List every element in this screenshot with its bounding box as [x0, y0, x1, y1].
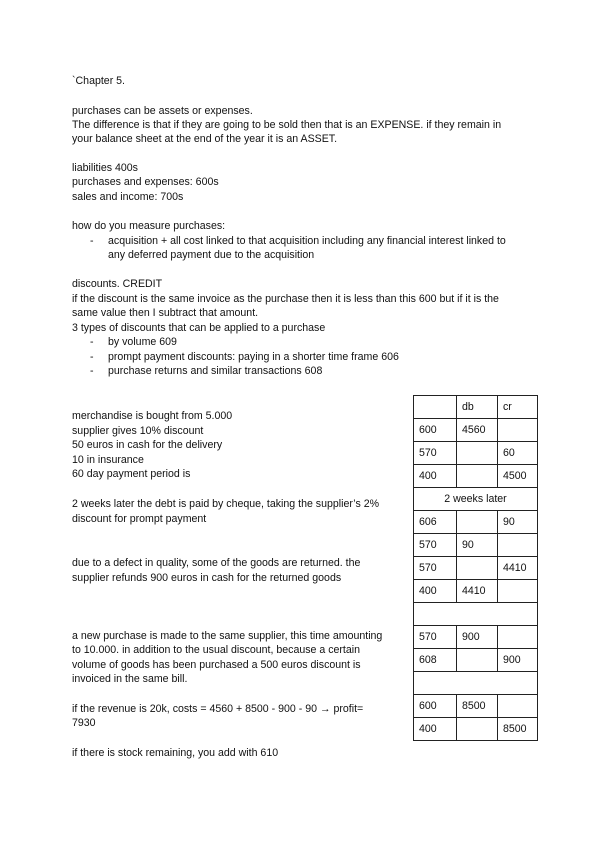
- example-text: discount for prompt payment: [72, 513, 207, 525]
- example-text: to 10.000. in addition to the usual discount, because a certain: [72, 644, 360, 656]
- account-range: liabilities 400s: [72, 162, 138, 174]
- table-row: [414, 488, 538, 511]
- table-cell: 600: [414, 695, 457, 718]
- table-cell: 4500: [498, 465, 538, 488]
- example-text: 50 euros in cash for the delivery: [72, 439, 223, 451]
- discounts-text: same value then I subtract that amount.: [72, 307, 259, 319]
- table-cell: [498, 626, 538, 649]
- table-cell: 900: [457, 626, 498, 649]
- example-text: a new purchase is made to the same supplier, this time amounting: [72, 630, 383, 642]
- table-header-cell: cr: [498, 396, 538, 419]
- table-row: [414, 442, 538, 465]
- table-cell: 4560: [457, 419, 498, 442]
- table-cell: 400: [414, 465, 457, 488]
- table-cell: 570: [414, 626, 457, 649]
- account-range: purchases and expenses: 600s: [72, 176, 219, 188]
- table-cell: 4410: [498, 557, 538, 580]
- table-cell: 8500: [457, 695, 498, 718]
- bullet-dash: -: [90, 235, 94, 247]
- discounts-text: if the discount is the same invoice as the purchase then it is less than this 600 but if it is the: [72, 293, 499, 305]
- table-cell: [498, 419, 538, 442]
- intro-line: The difference is that if they are going to be sold then that is an EXPENSE. if they remain in: [72, 119, 502, 131]
- table-merged-cell: [414, 672, 538, 695]
- table-cell: 606: [414, 511, 457, 534]
- example-text: 2 weeks later the debt is paid by cheque, taking the supplier’s 2%: [72, 498, 380, 510]
- table-cell: 8500: [498, 718, 538, 741]
- table-header-row: [414, 396, 538, 419]
- bullet-dash: -: [90, 336, 94, 348]
- table-cell: 90: [498, 511, 538, 534]
- example-text: 60 day payment period is: [72, 468, 191, 480]
- table-cell: [457, 511, 498, 534]
- intro-line: your balance sheet at the end of the year it is an ASSET.: [72, 133, 338, 145]
- list-item-text: purchase returns and similar transactions 608: [108, 365, 323, 377]
- table-cell: 400: [414, 580, 457, 603]
- table-row: [414, 534, 538, 557]
- table-cell: 400: [414, 718, 457, 741]
- example-text: supplier gives 10% discount: [72, 425, 204, 437]
- table-row: [414, 603, 538, 626]
- table-cell: [498, 580, 538, 603]
- table-row: [414, 649, 538, 672]
- example-text: supplier refunds 900 euros in cash for the returned goods: [72, 572, 342, 584]
- table-cell: 570: [414, 442, 457, 465]
- table-header-cell: [414, 396, 457, 419]
- table-cell: 608: [414, 649, 457, 672]
- table-merged-cell: 2 weeks later: [414, 488, 538, 511]
- table-cell: 570: [414, 534, 457, 557]
- table-cell: [457, 718, 498, 741]
- list-item-text: prompt payment discounts: paying in a shorter time frame 606: [108, 351, 399, 363]
- table-row: [414, 580, 538, 603]
- table-cell: [498, 695, 538, 718]
- example-text: 7930: [72, 717, 96, 729]
- example-text: volume of goods has been purchased a 500 euros discount is: [72, 659, 361, 671]
- table-cell: [457, 557, 498, 580]
- table-row: [414, 465, 538, 488]
- table-cell: [457, 465, 498, 488]
- table-cell: 60: [498, 442, 538, 465]
- example-text: if there is stock remaining, you add with 610: [72, 747, 279, 759]
- bullet-dash: -: [90, 351, 94, 363]
- table-cell: [498, 534, 538, 557]
- discount-types-intro: 3 types of discounts that can be applied to a purchase: [72, 322, 326, 334]
- table-cell: 90: [457, 534, 498, 557]
- table-row: [414, 419, 538, 442]
- table-merged-cell: [414, 603, 538, 626]
- example-text: merchandise is bought from 5.000: [72, 410, 233, 422]
- ledger-table: [413, 395, 538, 741]
- example-text: if the revenue is 20k, costs = 4560 + 8500 - 900 - 90 → profit=: [72, 703, 364, 715]
- measure-question: how do you measure purchases:: [72, 220, 226, 232]
- table-cell: 570: [414, 557, 457, 580]
- table-row: [414, 695, 538, 718]
- bullet-dash: -: [90, 365, 94, 377]
- intro-line: purchases can be assets or expenses.: [72, 105, 253, 117]
- table-row: [414, 672, 538, 695]
- list-item-text: any deferred payment due to the acquisition: [108, 249, 315, 261]
- example-text: due to a defect in quality, some of the goods are returned. the: [72, 557, 361, 569]
- example-text: 10 in insurance: [72, 454, 144, 466]
- table-row: [414, 626, 538, 649]
- table-row: [414, 718, 538, 741]
- discounts-title: discounts. CREDIT: [72, 278, 163, 290]
- table-cell: [457, 649, 498, 672]
- chapter-heading: `Chapter 5.: [72, 75, 125, 87]
- list-item-text: acquisition + all cost linked to that acquisition including any financial interest linked to: [108, 235, 506, 247]
- example-text: invoiced in the same bill.: [72, 673, 188, 685]
- table-row: [414, 511, 538, 534]
- table-cell: [457, 442, 498, 465]
- table-row: [414, 557, 538, 580]
- table-cell: 600: [414, 419, 457, 442]
- account-range: sales and income: 700s: [72, 191, 184, 203]
- table-header-cell: db: [457, 396, 498, 419]
- table-cell: 900: [498, 649, 538, 672]
- list-item-text: by volume 609: [108, 336, 177, 348]
- table-cell: 4410: [457, 580, 498, 603]
